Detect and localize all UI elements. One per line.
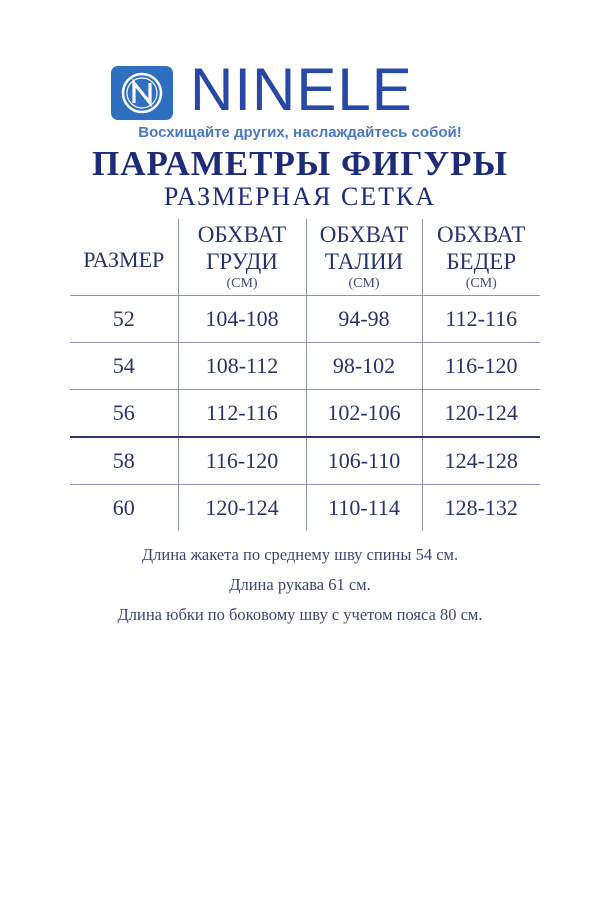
chest-cell: 112-116 <box>178 390 306 438</box>
brand-slogan: Восхищайте других, наслаждайтесь собой! <box>138 124 462 141</box>
header-size <box>70 219 178 296</box>
chest-cell: 104-108 <box>178 296 306 343</box>
table-row <box>70 390 540 438</box>
hips-cell: 112-116 <box>422 296 540 343</box>
brand-header <box>0 56 600 124</box>
note-sleeve-length: Длина рукава 61 см. <box>229 575 371 594</box>
hips-cell: 116-120 <box>422 343 540 390</box>
header-waist-unit: (СМ) <box>348 276 380 291</box>
header-chest <box>178 219 306 296</box>
table-row <box>70 343 540 390</box>
table-row <box>70 296 540 343</box>
note-skirt-length: Длина юбки по боковому шву с учетом пояса 80 см. <box>117 605 483 624</box>
size-cell: 54 <box>70 343 178 390</box>
size-cell: 60 <box>112 495 135 520</box>
waist-cell: 102-106 <box>306 390 422 438</box>
chest-cell: 108-112 <box>178 343 306 390</box>
header-chest-line2: ГРУДИ <box>206 249 278 274</box>
table-row <box>70 485 540 532</box>
size-chart-table <box>70 219 540 531</box>
header-size-label: РАЗМЕР <box>83 247 165 272</box>
hips-cell: 120-124 <box>422 390 540 438</box>
size-cell: 56 <box>70 390 178 438</box>
note-jacket-length: Длина жакета по среднему шву спины 54 см. <box>141 545 459 564</box>
header-hips-line2: БЕДЕР <box>446 249 517 274</box>
waist-cell: 98-102 <box>306 343 422 390</box>
chest-cell: 116-120 <box>178 437 306 485</box>
hips-cell: 124-128 <box>422 437 540 485</box>
hips-cell: 128-132 <box>422 485 540 532</box>
header-waist <box>306 219 422 296</box>
header-waist-line1: ОБХВАТ <box>319 222 409 247</box>
size-cell: 58 <box>70 437 178 485</box>
header-chest-unit: (СМ) <box>226 276 258 291</box>
header-chest-line1: ОБХВАТ <box>197 222 287 247</box>
waist-cell: 94-98 <box>306 296 422 343</box>
chest-cell: 120-124 <box>178 485 306 532</box>
table-row <box>70 437 540 485</box>
waist-cell: 110-114 <box>306 485 422 532</box>
header-waist-line2: ТАЛИИ <box>324 249 404 274</box>
header-hips-unit: (СМ) <box>465 276 497 291</box>
page-subtitle: РАЗМЕРНАЯ СЕТКА <box>163 182 437 211</box>
page-title: ПАРАМЕТРЫ ФИГУРЫ <box>92 144 508 183</box>
header-hips-line1: ОБХВАТ <box>437 222 526 247</box>
ninele-n-logo-icon <box>111 66 173 120</box>
table-header-row <box>70 219 540 296</box>
waist-cell: 106-110 <box>306 437 422 485</box>
measurement-notes <box>0 540 600 630</box>
brand-wordmark: NINELE <box>190 56 413 123</box>
header-hips <box>422 219 540 296</box>
size-cell: 52 <box>70 296 178 343</box>
